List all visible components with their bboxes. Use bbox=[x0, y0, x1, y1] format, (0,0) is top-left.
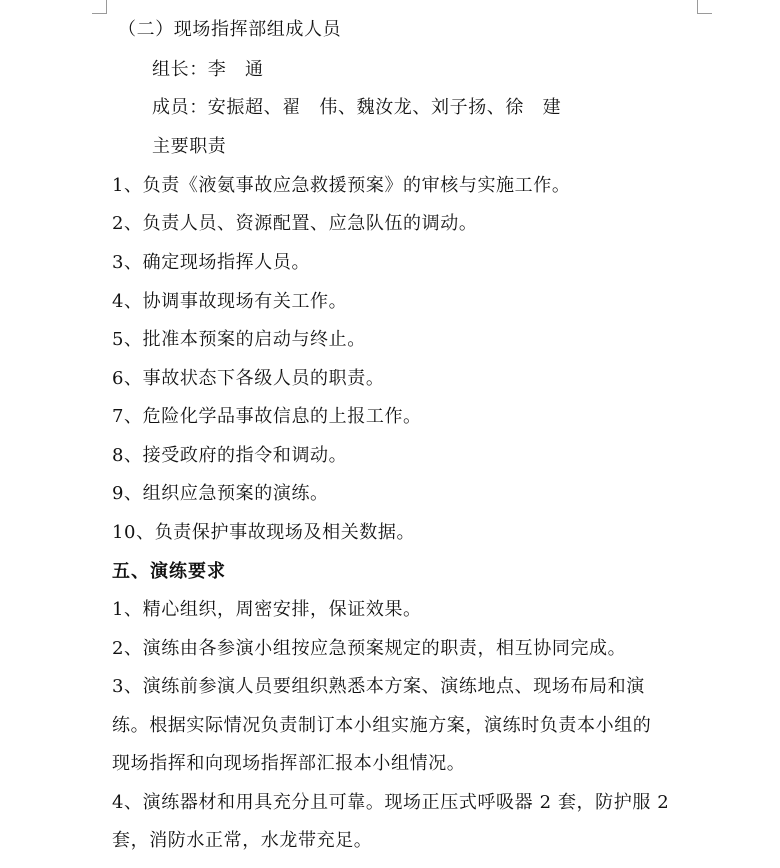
duty-item: 1、负责《液氨事故应急救援预案》的审核与实施工作。 bbox=[112, 175, 571, 196]
duty-item: 3、确定现场指挥人员。 bbox=[112, 252, 311, 273]
duty-item: 9、组织应急预案的演练。 bbox=[112, 483, 329, 504]
duty-item: 10、负责保护事故现场及相关数据。 bbox=[112, 522, 416, 543]
requirement-item: 练。根据实际情况负责制订本小组实施方案，演练时负责本小组的 bbox=[112, 715, 652, 736]
duty-item: 6、事故状态下各级人员的职责。 bbox=[112, 368, 385, 389]
requirement-item: 3、演练前参演人员要组织熟悉本方案、演练地点、现场布局和演 bbox=[112, 676, 645, 697]
duty-item: 8、接受政府的指令和调动。 bbox=[112, 445, 348, 466]
page-corner-mark-right bbox=[697, 0, 712, 14]
page-corner-mark-left bbox=[92, 0, 107, 14]
requirement-item: 4、演练器材和用具充分且可靠。现场正压式呼吸器 2 套，防护服 2 bbox=[112, 792, 670, 813]
duty-item: 7、危险化学品事故信息的上报工作。 bbox=[112, 406, 422, 427]
duty-item: 4、协调事故现场有关工作。 bbox=[112, 291, 348, 312]
duty-item: 5、批准本预案的启动与终止。 bbox=[112, 329, 366, 350]
section5-heading: 五、演练要求 bbox=[112, 561, 226, 582]
members-line: 成员：安振超、翟 伟、魏汝龙、刘子扬、徐 建 bbox=[152, 97, 562, 118]
duties-title: 主要职责 bbox=[152, 136, 227, 157]
section-title: （二）现场指挥部组成人员 bbox=[118, 19, 342, 40]
requirement-item: 2、演练由各参演小组按应急预案规定的职责，相互协同完成。 bbox=[112, 638, 627, 659]
requirement-item: 1、精心组织，周密安排，保证效果。 bbox=[112, 599, 422, 620]
duty-item: 2、负责人员、资源配置、应急队伍的调动。 bbox=[112, 213, 478, 234]
requirement-item: 套，消防水正常，水龙带充足。 bbox=[112, 830, 373, 851]
requirement-item: 现场指挥和向现场指挥部汇报本小组情况。 bbox=[112, 753, 466, 774]
leader-line: 组长：李 通 bbox=[152, 59, 264, 80]
